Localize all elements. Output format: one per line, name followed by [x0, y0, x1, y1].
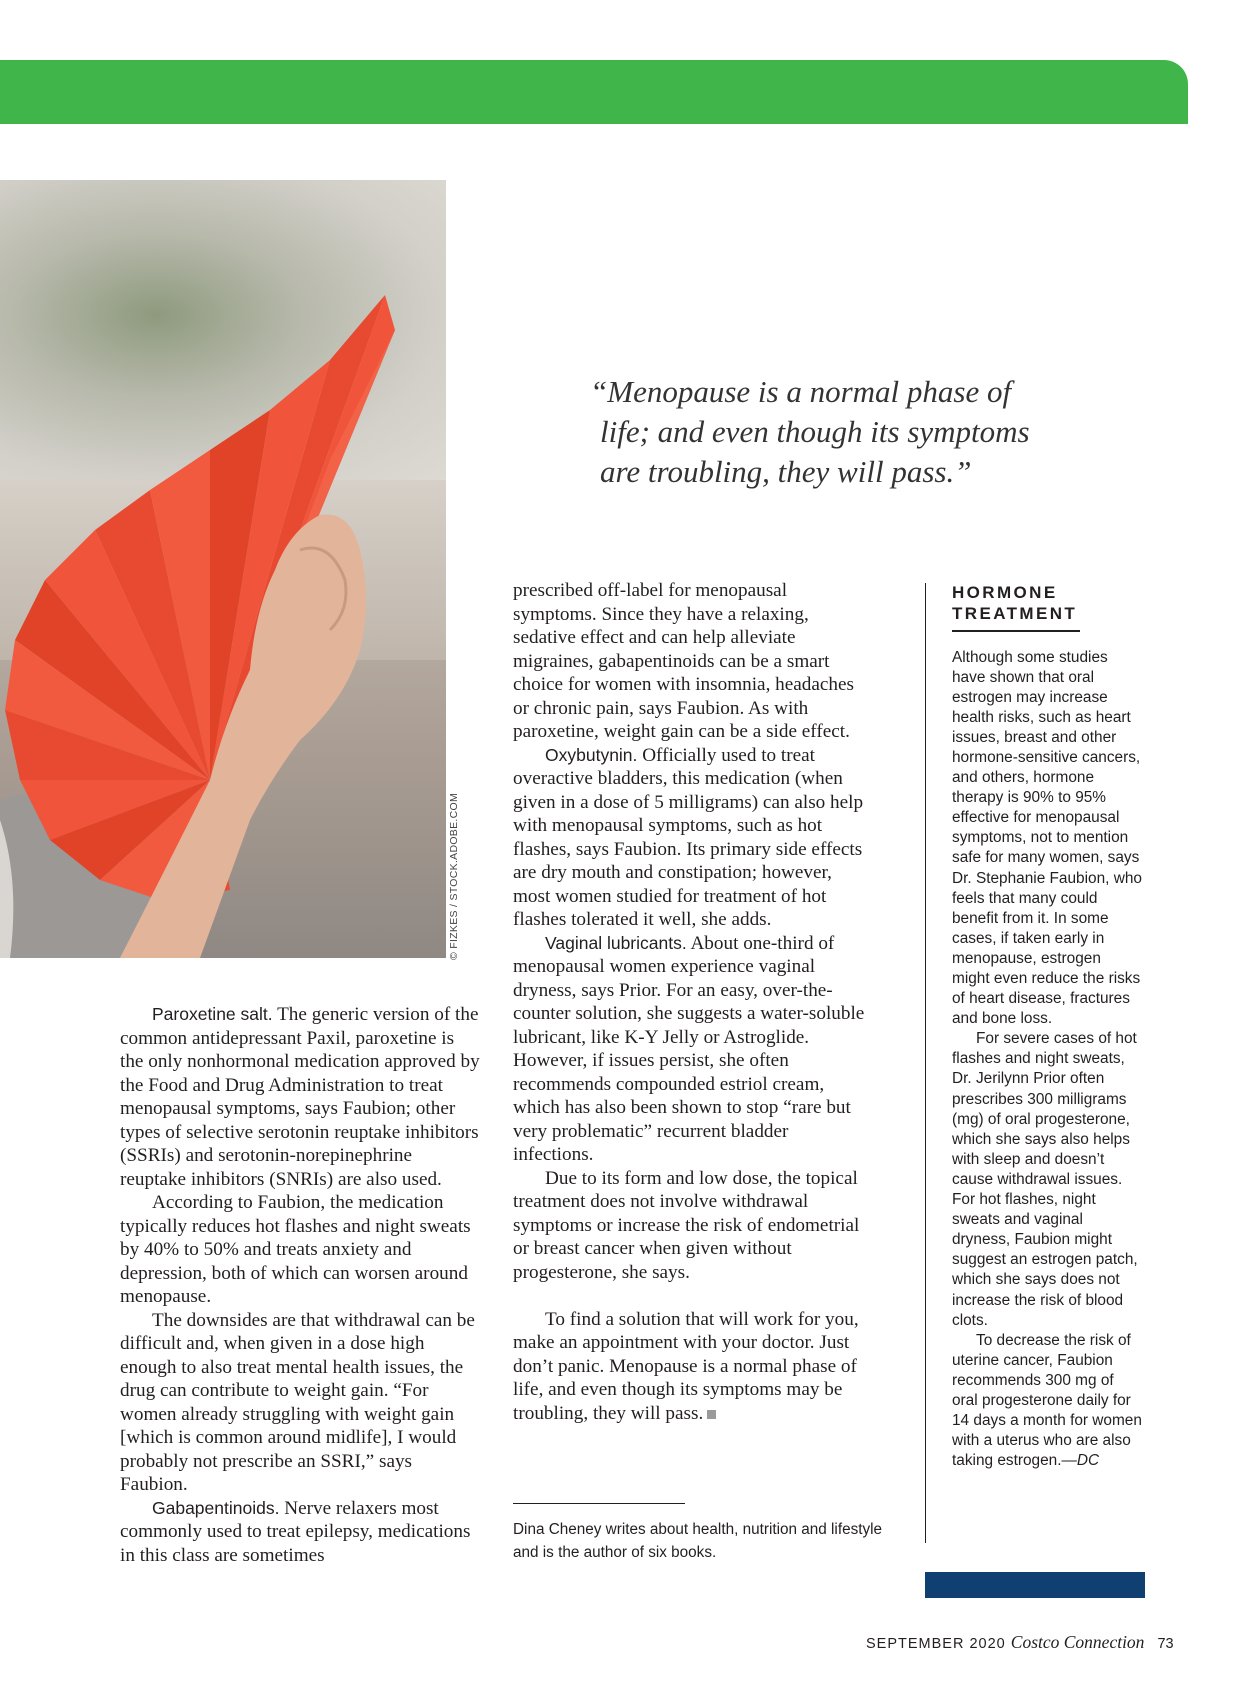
paragraph: Due to its form and low dose, the topical treatment does not involve withdrawal symptoms or increase the risk of endometrial or breast cancer when given without progesterone, she says. [513, 1167, 860, 1283]
sidebar-paragraph: Although some studies have shown that oral estrogen may increase health risks, such as heart issues, breast and other hormone-sensitive cancers, and others, hormone therapy is 90% to 95% effective for menopausal symptoms, not to mention safe for many women, says Dr. Stephanie Faubion, who feels that many could benefit from it. In some cases, if taken early in menopause, estrogen might even reduce the risks of heart disease, fractures and bone loss. [952, 648, 1142, 1028]
paragraph-body: About one-third of menopausal women experience vaginal dryness, says Prior. For an easy, over-the-counter solution, she suggests a water-soluble lubricant, like K-Y Jelly or Astroglide. However, if issues persist, she often recommends compounded estriol cream, which has also been shown to stop “rare but very problematic” recurrent bladder infections. [513, 932, 865, 1165]
pull-quote-line: “Menopause is a normal phase of [590, 374, 1012, 409]
sidebar-heading-rule [952, 630, 1080, 632]
article-column-2 [513, 579, 873, 1425]
page-number: 73 [1157, 1636, 1174, 1652]
sidebar-paragraph [952, 1331, 1142, 1472]
closing-paragraph [513, 1308, 873, 1426]
pull-quote-line: life; and even though its symptoms [600, 414, 1030, 449]
sidebar-heading-line: TREATMENT [952, 604, 1078, 623]
paragraph [513, 744, 873, 932]
sidebar-footer-color-block [925, 1572, 1145, 1598]
pull-quote-line: are troubling, they will pass.” [600, 454, 972, 489]
author-divider [513, 1503, 685, 1504]
sidebar-paragraph-body: To decrease the risk of uterine cancer, Faubion recommends 300 mg of oral progesterone daily for 14 days a month for women with a uterus who are also taking estrogen. [952, 1331, 1142, 1470]
hormone-treatment-sidebar [952, 582, 1142, 1471]
pull-quote [590, 372, 1090, 492]
subhead-paroxetine: Paroxetine salt. [152, 1004, 273, 1024]
subhead-gabapentinoids: Gabapentinoids. [152, 1497, 280, 1518]
paragraph: According to Faubion, the medication typically reduces hot flashes and night sweats by 40% to 50% and treats anxiety and depression, both of which can worsen around menopause. [120, 1192, 471, 1307]
author-bio: Dina Cheney writes about health, nutrition and lifestyle and is the author of six books. [513, 1521, 883, 1561]
header-color-bar [0, 60, 1188, 124]
paragraph [120, 1497, 480, 1568]
fan-illustration [0, 180, 446, 958]
article-column-1 [120, 1003, 480, 1567]
end-mark-icon [707, 1410, 716, 1419]
paragraph: The downsides are that withdrawal can be difficult and, when given in a dose high enough to also treat mental health issues, the drug can contribute to weight gain. “For women already struggling with weight gain [which is common around midlife], I would probably not prescribe an SSRI,” says Faubion. [120, 1309, 475, 1495]
photo-credit: © FIZKES / STOCK.ADOBE.COM [448, 792, 460, 960]
page-footer [866, 1632, 1174, 1653]
paragraph-body: To find a solution that will work for you, make an appointment with your doctor. Just don’t panic. Menopause is a normal phase of life, and even though its symptoms may be troubling, they will pass. [513, 1308, 859, 1424]
paragraph-body: Officially used to treat overactive bladders, this medication (when given in a dose of 5 milligrams) can also help with menopausal symptoms, such as hot flashes, says Faubion. Its primary side effects are dry mouth and constipation; however, most women studied for treatment of hot flashes tolerated it well, she adds. [513, 744, 864, 930]
woman-with-fan-photo [0, 180, 446, 958]
paragraph-body: The generic version of the common antidepressant Paxil, paroxetine is the only nonhormonal medication approved by the Food and Drug Administration to treat menopausal symptoms, says Faubion; other types of selective serotonin reuptake inhibitors (SSRIs) and serotonin-norepinephrine reuptake inhibitors (SNRIs) are also used. [120, 1004, 480, 1190]
sidebar-heading-line: HORMONE [952, 583, 1058, 602]
subhead-oxybutynin: Oxybutynin. [545, 744, 638, 765]
sidebar-signoff: —DC [1061, 1452, 1100, 1470]
paragraph [513, 932, 873, 1167]
sidebar-heading [952, 582, 1142, 624]
subhead-vaginal-lubricants: Vaginal lubricants. [545, 932, 687, 953]
paragraph-body: Nerve relaxers most commonly used to treat epilepsy, medications in this class are sometimes [120, 1497, 471, 1566]
magazine-name: Costco Connection [1010, 1632, 1145, 1652]
issue-date: SEPTEMBER 2020 [866, 1636, 1006, 1652]
sidebar-paragraph: For severe cases of hot flashes and night sweats, Dr. Jerilynn Prior often prescribes 300 milligrams (mg) of oral progesterone, which she says also helps with sleep and doesn’t cause withdrawal issues. For hot flashes, night sweats and vaginal dryness, Faubion might suggest an estrogen patch, which she says does not increase the risk of blood clots. [952, 1030, 1138, 1329]
paragraph: prescribed off-label for menopausal symptoms. Since they have a relaxing, sedative effect and can help alleviate migraines, gabapentinoids can be a smart choice for women with insomnia, headaches or chronic pain, says Faubion. As with paroxetine, weight gain can be a side effect. [513, 580, 854, 742]
paragraph [120, 1003, 480, 1191]
sidebar-divider [925, 583, 926, 1543]
